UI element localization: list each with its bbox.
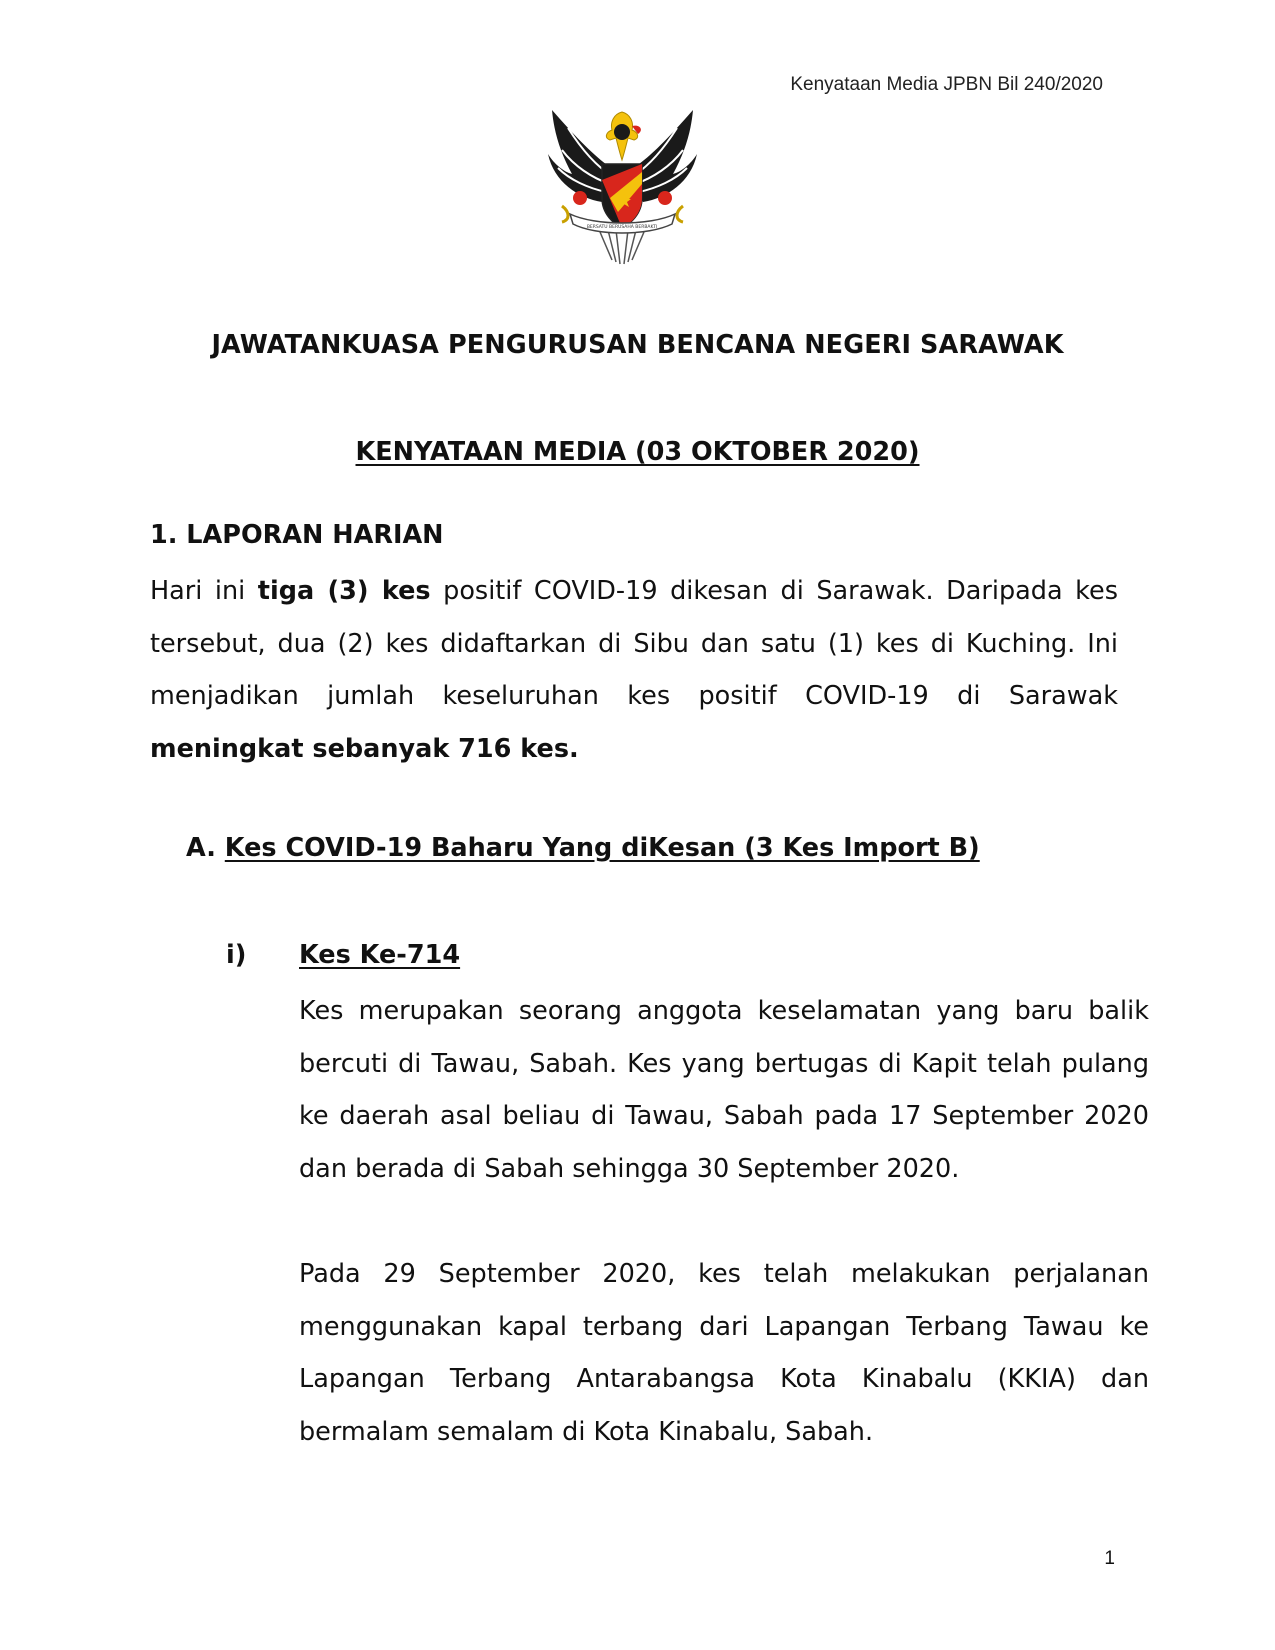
case-paragraph-1: Kes merupakan seorang anggota keselamatan yang baru balik bercuti di Tawau, Sabah. Kes yang bertugas di Kapit telah pulang ke daerah asal beliau di Tawau, Sabah pada 17 September 2020 dan berada di Sabah sehingga 30 September 2020. <box>299 996 1149 1184</box>
sarawak-crest-logo <box>540 102 705 272</box>
para1-text-1: Hari ini <box>150 576 258 606</box>
document-title-text: KENYATAAN MEDIA (03 OKTOBER 2020) <box>355 437 920 467</box>
case-paragraph-2: Pada 29 September 2020, kes telah melakukan perjalanan menggunakan kapal terbang dari Lapangan Terbang Tawau ke Lapangan Terbang Antarabangsa Kota Kinabalu (KKIA) dan bermalam semalam di Kota Kinabalu, Sabah. <box>299 1259 1149 1447</box>
para1-bold-1: tiga (3) kes <box>257 576 431 606</box>
daily-report-paragraph <box>150 565 1118 775</box>
subsection-heading <box>186 833 980 863</box>
organization-name: JAWATANKUASA PENGURUSAN BENCANA NEGERI SARAWAK <box>211 330 1064 360</box>
subsection-prefix: A. <box>186 833 225 863</box>
section-heading: 1. LAPORAN HARIAN <box>150 520 444 550</box>
page-number: 1 <box>1104 1548 1115 1569</box>
document-reference: Kenyataan Media JPBN Bil 240/2020 <box>790 74 1103 95</box>
para1-text-2: positif COVID-19 dikesan di Sarawak. Daripada kes tersebut, dua (2) kes didaftarkan di Sibu dan satu (1) kes di Kuching. Ini menjadikan jumlah keseluruhan kes positif COVID-19 di Sarawak <box>150 576 1118 711</box>
document-title <box>0 437 1275 467</box>
case-number: i) <box>226 940 247 970</box>
case-heading: Kes Ke-714 <box>299 940 461 970</box>
para1-bold-2: meningkat sebanyak 716 kes. <box>150 733 579 764</box>
svg-text:BERSATU BERUSAHA BERBAKTI: BERSATU BERUSAHA BERBAKTI <box>586 225 658 230</box>
subsection-label: Kes COVID-19 Baharu Yang diKesan (3 Kes Import B) <box>224 833 980 863</box>
